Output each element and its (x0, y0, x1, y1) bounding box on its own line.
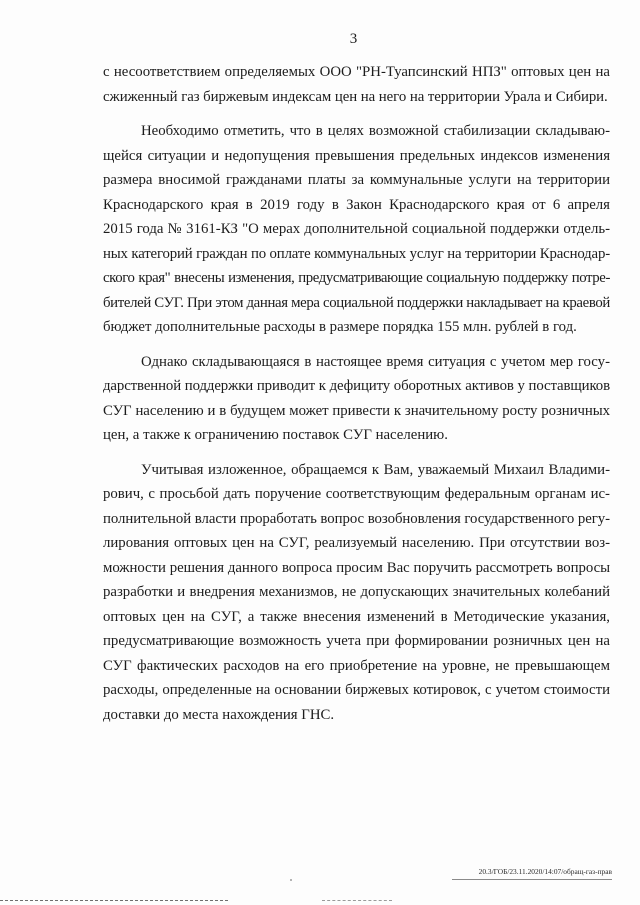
paragraph-request (103, 458, 610, 728)
text-line: можности решения данного вопроса просим Вас поручить рассмотреть вопросы (103, 559, 610, 576)
letter-body (103, 60, 610, 727)
scan-speck-artifact (290, 879, 292, 881)
text-line: бителей СУГ. При этом данная мера социальной поддержки накладывает на краевой (103, 294, 610, 311)
paragraph-price-mismatch (103, 60, 610, 109)
text-line: СУГ населению и в будущем может привести к значительному росту розничных (103, 402, 610, 419)
text-line: рович, с просьбой дать поручение соответствующим федеральным органам ис- (103, 486, 610, 502)
document-registration-code: 20.3/ГОБ/23.11.2020/14:07/обращ-газ-прав (452, 865, 612, 880)
text-line: Краснодарского края в 2019 году в Закон Краснодарского края от 6 апреля (103, 196, 610, 213)
text-line: дарственной поддержки приводит к дефициту оборотных активов у поставщиков (103, 378, 610, 394)
paragraph-supplier-deficit (103, 350, 610, 448)
text-line: 2015 года № 3161-КЗ "О мерах дополнительной социальной поддержки отдель- (103, 221, 610, 237)
text-line: сжиженный газ биржевым индексам цен на него на территории Урала и Сибири. (103, 88, 608, 105)
text-line: с несоответствием определяемых ООО "РН-Туапсинский НПЗ" оптовых цен на (103, 64, 610, 80)
text-line: Однако складывающаяся в настоящее время ситуация с учетом мер госу- (141, 353, 610, 370)
text-line: цен, а также к ограничению поставок СУГ населению. (103, 427, 448, 443)
page-number: 3 (349, 31, 358, 47)
text-line: ского края" внесены изменения, предусматривающие социальную поддержку потре- (103, 270, 610, 286)
text-line: доставки до места нахождения ГНС. (103, 706, 335, 723)
text-line: лирования оптовых цен на СУГ, реализуемый населению. При отсутствии воз- (103, 535, 610, 551)
text-line: размера вносимой гражданами платы за коммунальные услуги на территории (103, 172, 610, 188)
text-line: расходы, определенные на основании биржевых котировок, с учетом стоимости (103, 682, 610, 698)
text-line: СУГ фактических расходов на его приобретение на уровне, не превышающем (103, 657, 610, 674)
text-line: оптовых цен на СУГ, а также внесения изменений в Методические указания, (103, 608, 610, 625)
text-line: бюджет дополнительные расходы в размере порядка 155 млн. рублей в год. (103, 319, 577, 335)
paragraph-social-support-measures (103, 119, 610, 340)
text-line: предусматривающие возможность учета при формировании розничных цен на (103, 633, 610, 649)
text-line: ных категорий граждан по оплате коммунальных услуг на территории Краснодар- (103, 245, 610, 262)
text-line: полнительной власти проработать вопрос возобновления государственного регу- (103, 510, 610, 527)
text-line: Необходимо отметить, что в целях возможной стабилизации складываю- (141, 123, 610, 139)
scan-edge-artifact (322, 900, 392, 901)
text-line: Учитывая изложенное, обращаемся к Вам, уважаемый Михаил Владими- (141, 461, 610, 478)
text-line: разработки и внедрения механизмов, не допускающих значительных колебаний (103, 584, 610, 600)
text-line: щейся ситуации и недопущения превышения предельных индексов изменения (103, 147, 610, 164)
scan-edge-artifact (0, 900, 228, 901)
